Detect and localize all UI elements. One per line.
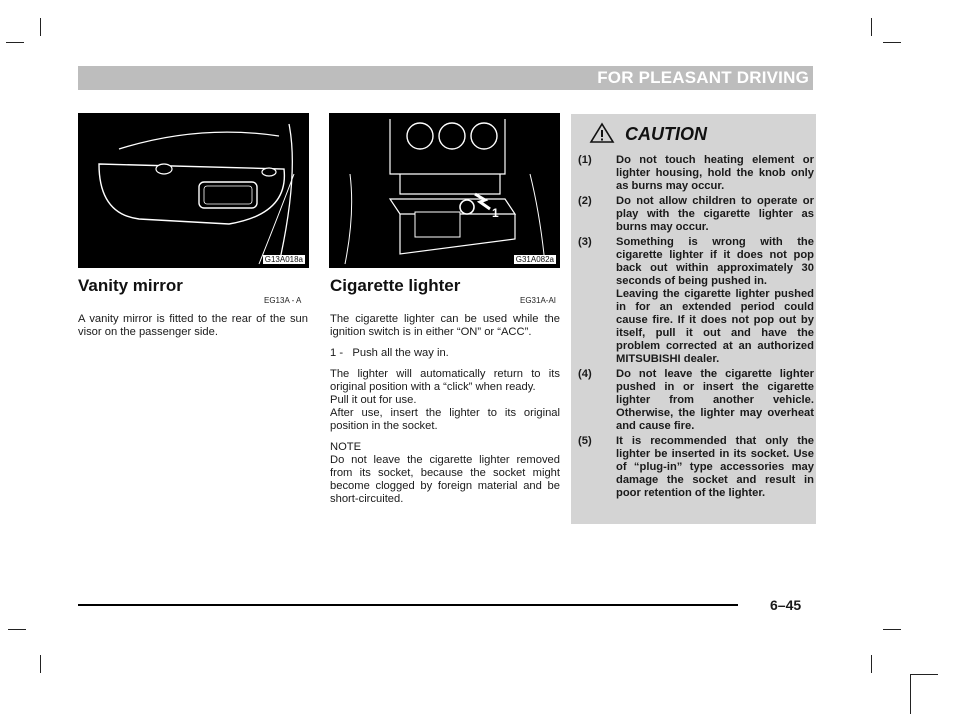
- caution-item-text: Do not leave the cigarette lighter pushed in or insert the cigarette lighter from another vehicle. Otherwise, the lighter may overheat and cause fire.: [616, 368, 814, 432]
- caution-item-number: (1): [578, 154, 592, 166]
- sun-visor-mirror-illustration: [79, 114, 308, 267]
- crop-mark: [910, 674, 938, 675]
- crop-mark: [871, 18, 872, 36]
- section-title-vanity: Vanity mirror: [78, 276, 183, 295]
- caution-item-text-continued: Leaving the cigarette lighter pushed in for an extended period could cause fire. If it does not pop out by itself, pull it out and have the problem corrected at an authorized MITSUBISHI dealer.: [616, 288, 814, 365]
- lighter-paragraph: Pull it out for use.: [330, 394, 417, 406]
- caution-list: [578, 154, 814, 502]
- caution-item-number: (4): [578, 368, 592, 380]
- caution-item: [578, 195, 814, 234]
- header-title: FOR PLEASANT DRIVING: [597, 68, 809, 87]
- cigarette-lighter-illustration: [330, 114, 559, 267]
- crop-mark: [871, 655, 872, 673]
- caution-item-number: (2): [578, 195, 592, 207]
- section-code-lighter: EG31A-AI: [520, 296, 557, 305]
- crop-mark: [8, 629, 26, 630]
- vanity-paragraph: A vanity mirror is fitted to the rear of the sun visor on the passenger side.: [78, 313, 308, 338]
- caution-item-text: It is recommended that only the lighter be inserted in its socket. Use of “plug-in” type accessories may damage the socket and result in poor retention of the lighter.: [616, 435, 814, 499]
- vanity-mirror-figure: [78, 113, 309, 268]
- caution-item: [578, 236, 814, 366]
- caution-item: [578, 154, 814, 193]
- crop-mark: [6, 42, 24, 43]
- section-header: [78, 66, 813, 90]
- lighter-step: 1 - Push all the way in.: [330, 347, 449, 359]
- caution-item-number: (5): [578, 435, 592, 447]
- lighter-intro: The cigarette lighter can be used while the ignition switch is in either “ON” or “ACC”.: [330, 313, 560, 338]
- crop-mark: [910, 674, 911, 714]
- caution-title: CAUTION: [625, 124, 707, 144]
- crop-mark: [883, 629, 901, 630]
- caution-item: [578, 368, 814, 433]
- caution-item: [578, 435, 814, 500]
- crop-mark: [40, 18, 41, 36]
- caution-item-text: Something is wrong with the cigarette lighter if it does not pop back out within approximately 30 seconds of being pushed in.: [616, 236, 814, 287]
- cigarette-lighter-figure: [329, 113, 560, 268]
- note-label: NOTE: [330, 441, 362, 453]
- section-code-vanity: EG13A - A: [264, 296, 302, 305]
- figure-code: G13A018a: [264, 255, 303, 264]
- page-number: 6–45: [770, 597, 802, 613]
- footer-rule: [78, 604, 738, 606]
- warning-triangle-icon: [589, 122, 615, 144]
- crop-mark: [40, 655, 41, 673]
- figure-code: G31A082a: [515, 255, 554, 264]
- lighter-body: [330, 313, 560, 506]
- caution-item-number: (3): [578, 236, 592, 248]
- lighter-paragraph: After use, insert the lighter to its original position in the socket.: [330, 407, 560, 432]
- caution-item-text: Do not touch heating element or lighter housing, hold the knob only as burns may occur.: [616, 154, 814, 192]
- caution-item-text: Do not allow children to operate or play with the cigarette lighter as burns may occur.: [616, 195, 814, 233]
- caution-box: [571, 114, 816, 524]
- figure-callout: 1: [492, 206, 499, 220]
- section-title-lighter: Cigarette lighter: [330, 276, 461, 295]
- lighter-paragraph: The lighter will automatically return to its original position with a “click” when ready.: [330, 368, 560, 393]
- vanity-body: [78, 313, 308, 339]
- crop-mark: [883, 42, 901, 43]
- note-text: Do not leave the cigarette lighter removed from its socket, because the socket might become clogged by foreign material and be short-circuited.: [330, 454, 560, 505]
